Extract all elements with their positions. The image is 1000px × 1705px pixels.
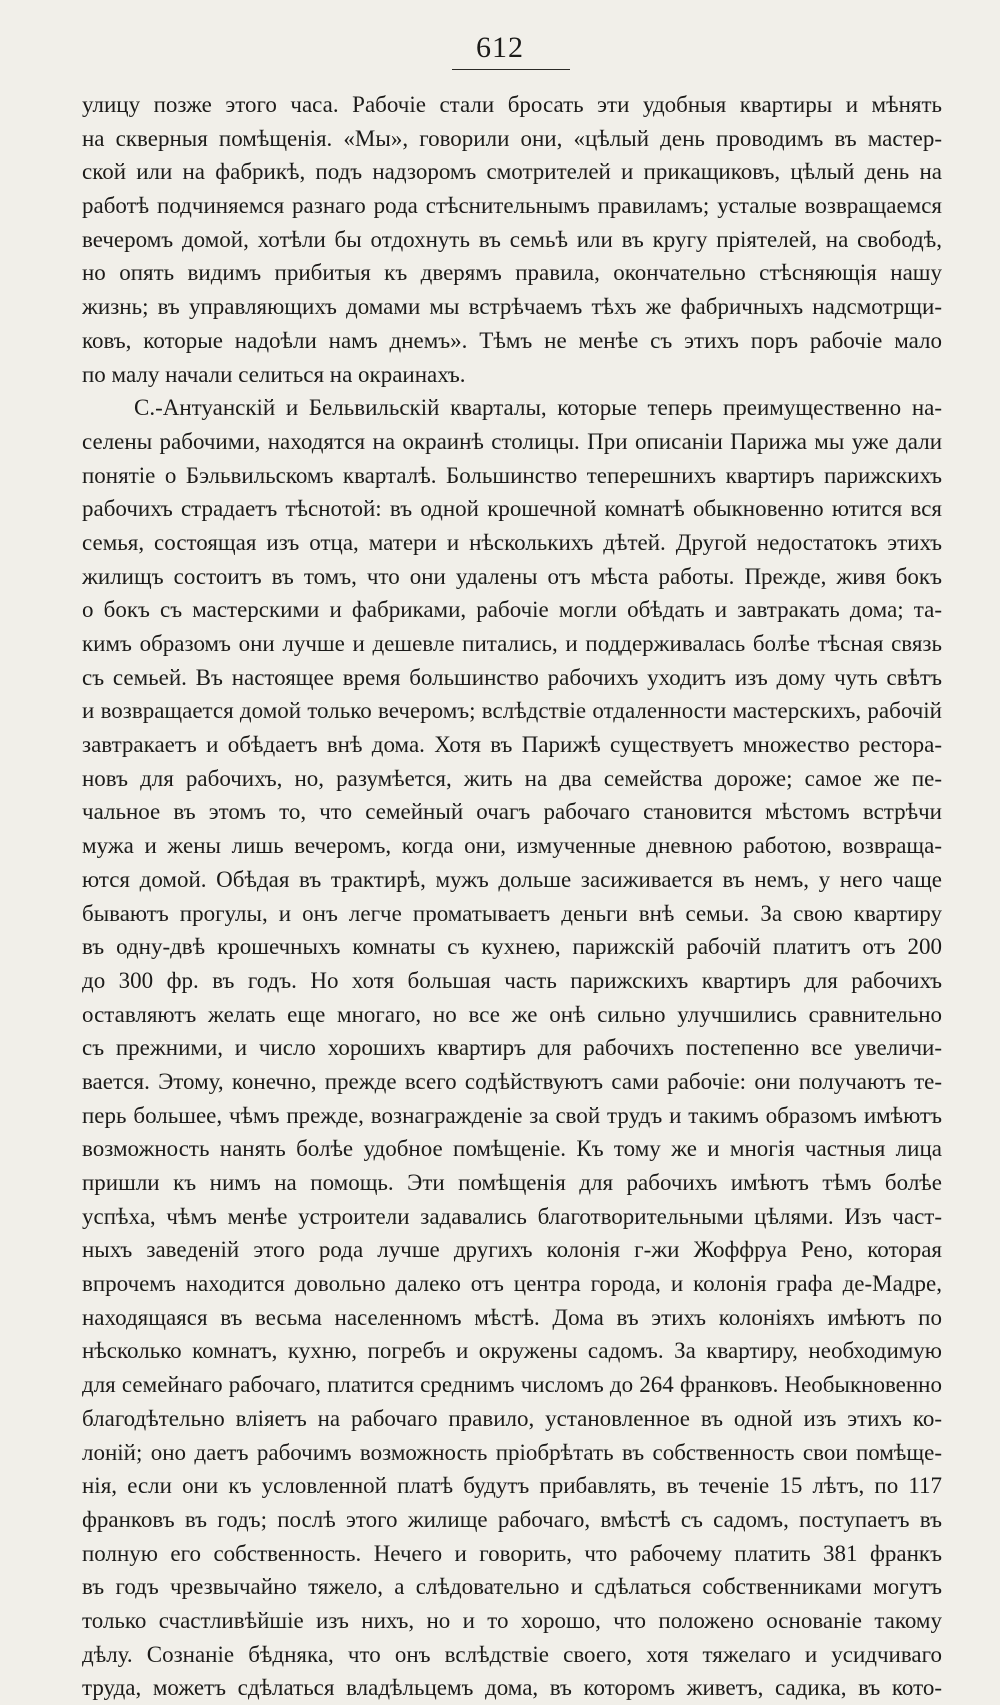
- text-line: дѣлу. Сознаніе бѣдняка, что онъ вслѣдствіе своего, хотя тяжелаго и усидчиваго: [82, 1641, 942, 1667]
- text-line: до 300 фр. въ годъ. Но хотя большая часть парижскихъ квартиръ для рабочихъ: [82, 967, 942, 993]
- header-rule: [452, 69, 570, 70]
- text-line: лоній; оно даетъ рабочимъ возможность пріобрѣтать въ собственность свои помѣще-: [82, 1439, 942, 1465]
- text-line: С.-Антуанскій и Бельвильскій кварталы, которые теперь преимущественно на-: [134, 395, 942, 421]
- text-line: рабочихъ страдаетъ тѣснотой: въ одной крошечной комнатѣ обыкновенно ютится вся: [82, 496, 942, 522]
- text-line: кимъ образомъ они лучше и дешевле питались, и поддерживалась болѣе тѣсная связь: [82, 631, 942, 656]
- text-line: впрочемъ находится довольно далеко отъ центра города, и колонія графа де-Мадре,: [82, 1271, 942, 1297]
- text-line: ныхъ заведеній этого рода лучше другихъ колонія г-жи Жоффруа Рено, которая: [82, 1237, 942, 1263]
- text-line: мужа и жены лишь вечеромъ, когда они, измученные дневною работою, возвраща-: [82, 833, 942, 859]
- text-line: съ семьей. Въ настоящее время большинство рабочихъ уходитъ изъ дому чуть свѣтъ: [82, 664, 942, 690]
- text-line: селены рабочими, находятся на окраинѣ столицы. При описаніи Парижа мы уже дали: [82, 428, 942, 454]
- text-line: на скверныя помѣщенія. «Мы», говорили они, «цѣлый день проводимъ въ мастер-: [82, 125, 942, 151]
- text-line: оставляютъ желать еще многаго, но все же онѣ сильно улучшились сравнительно: [82, 1001, 942, 1027]
- text-line: пришли къ нимъ на помощь. Эти помѣщенія для рабочихъ имѣютъ тѣмъ болѣе: [82, 1170, 942, 1195]
- text-line: нія, если они къ условленной платѣ будутъ прибавлять, въ теченіе 15 лѣтъ, по 117: [82, 1473, 942, 1499]
- text-line: нѣсколько комнатъ, кухню, погребъ и окружены садомъ. За квартиру, необходимую: [82, 1338, 942, 1364]
- text-line: завтракаетъ и обѣдаетъ внѣ дома. Хотя въ Парижѣ существуетъ множество рестора-: [82, 732, 942, 758]
- text-line: въ годъ чрезвычайно тяжело, а слѣдовательно и сдѣлаться собственниками могутъ: [82, 1574, 942, 1600]
- text-line: ются домой. Обѣдая въ трактирѣ, мужъ дольше засиживается въ немъ, у него чаще: [82, 866, 942, 892]
- text-line: бываютъ прогулы, и онъ легче проматываетъ деньги внѣ семьи. За свою квартиру: [82, 900, 942, 926]
- text-line: новъ для рабочихъ, но, разумѣется, жить на два семейства дороже; самое же пе-: [82, 765, 942, 791]
- text-line: находящаяся въ весьма населенномъ мѣстѣ. Дома въ этихъ колоніяхъ имѣютъ по: [82, 1304, 942, 1330]
- text-line: и возвращается домой только вечеромъ; вслѣдствіе отдаленности мастерскихъ, рабочій: [82, 698, 942, 724]
- text-line: вается. Этому, конечно, прежде всего содѣйствуютъ сами рабочіе: они получаютъ те-: [82, 1068, 942, 1094]
- text-line: семья, состоящая изъ отца, матери и нѣсколькихъ дѣтей. Другой недостатокъ этихъ: [82, 529, 942, 555]
- text-line: возможность нанять болѣе удобное помѣщеніе. Къ тому же и многія частныя лица: [82, 1136, 942, 1162]
- text-line: вечеромъ домой, хотѣли бы отдохнуть въ семьѣ или въ кругу пріятелей, на свободѣ,: [82, 226, 942, 252]
- text-line: о бокъ съ мастерскими и фабриками, рабочіе могли обѣдать и завтракать дома; та-: [82, 597, 942, 623]
- page-header: [0, 30, 1000, 66]
- text-line: полную его собственность. Нечего и говорить, что рабочему платить 381 франкъ: [82, 1540, 942, 1566]
- text-line: перь большее, чѣмъ прежде, вознагражденіе за свой трудъ и такимъ образомъ имѣютъ: [82, 1102, 942, 1128]
- text-line: работѣ подчиняемся разнаго рода стѣснительнымъ правиламъ; усталые возвращаемся: [82, 193, 942, 219]
- text-line: успѣха, чѣмъ менѣе устроители задавались благотворительными цѣлями. Изъ част-: [82, 1203, 942, 1229]
- text-line: только счастливѣйшіе изъ нихъ, но и то хорошо, что положено основаніе такому: [82, 1607, 942, 1633]
- text-line: но опять видимъ прибитыя къ дверямъ правила, окончательно стѣсняющія нашу: [82, 260, 942, 286]
- text-line: по малу начали селиться на окраинахъ.: [82, 361, 466, 387]
- text-line: въ одну-двѣ крошечныхъ комнаты съ кухнею, парижскій рабочій платитъ отъ 200: [82, 934, 942, 960]
- text-line: труда, можетъ сдѣлаться владѣльцемъ дома, въ которомъ живетъ, садика, въ кото-: [82, 1675, 942, 1701]
- text-line: ской или на фабрикѣ, подъ надзоромъ смотрителей и прикащиковъ, цѣлый день на: [82, 159, 942, 185]
- text-line: жизнь; въ управляющихъ домами мы встрѣчаемъ тѣхъ же фабричныхъ надсмотрщи-: [82, 294, 942, 320]
- body-text: [82, 88, 942, 1705]
- text-line: ковъ, которые надоѣли намъ днемъ». Тѣмъ не менѣе съ этихъ поръ рабочіе мало: [82, 327, 942, 353]
- text-line: жилищъ состоитъ въ томъ, что они удалены отъ мѣста работы. Прежде, живя бокъ: [82, 563, 942, 589]
- text-line: улицу позже этого часа. Рабочіе стали бросать эти удобныя квартиры и мѣнять: [82, 92, 942, 117]
- text-line: съ прежними, и число хорошихъ квартиръ для рабочихъ постепенно все увеличи-: [82, 1035, 942, 1061]
- text-line: для семейнаго рабочаго, платится среднимъ числомъ до 264 франковъ. Необыкновенно: [82, 1372, 942, 1398]
- text-line: чальное въ этомъ то, что семейный очагъ рабочаго становится мѣстомъ встрѣчи: [82, 799, 942, 825]
- text-line: понятіе о Бэльвильскомъ кварталѣ. Большинство теперешнихъ квартиръ парижскихъ: [82, 462, 942, 488]
- page-number: 612: [476, 31, 524, 64]
- text-line: благодѣтельно вліяетъ на рабочаго правило, установленное въ одной изъ этихъ ко-: [82, 1405, 942, 1431]
- text-line: франковъ въ годъ; послѣ этого жилище рабочаго, вмѣстѣ съ садомъ, поступаетъ въ: [82, 1506, 942, 1532]
